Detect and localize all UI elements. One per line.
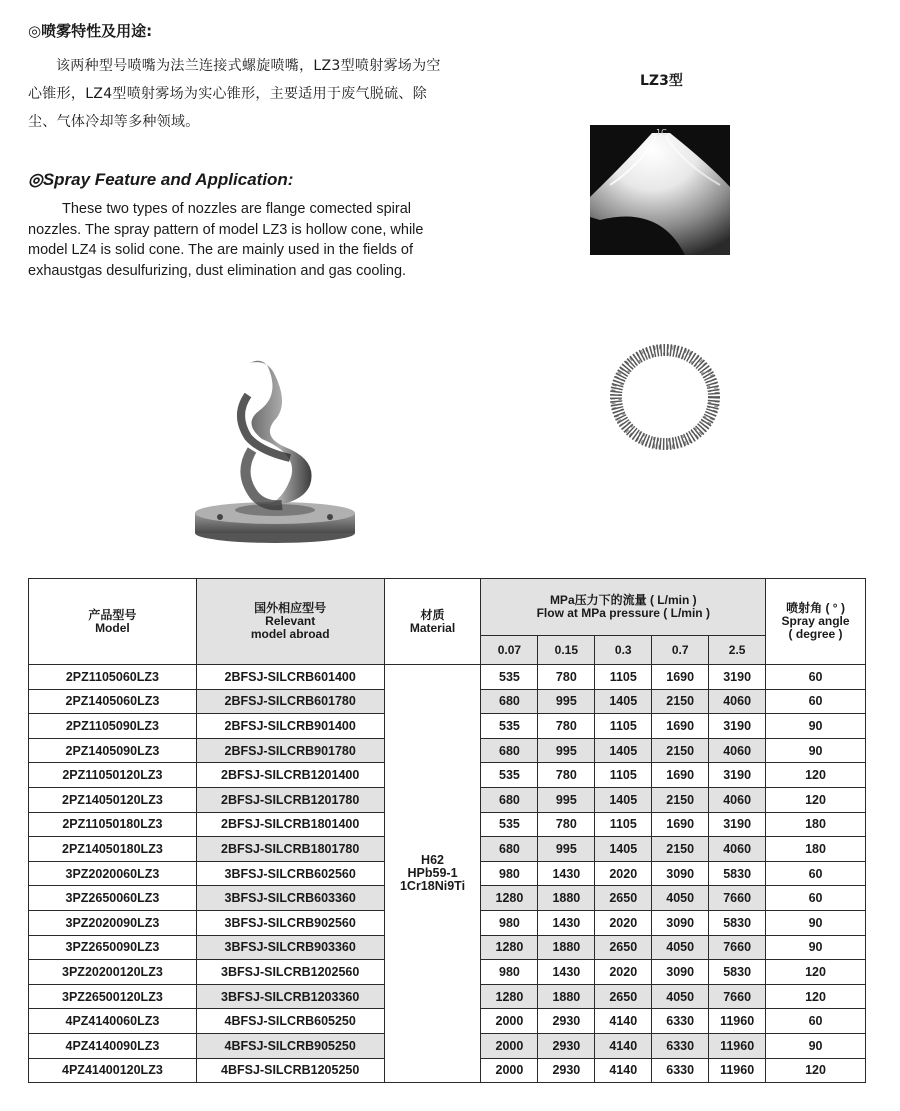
cell-flow: 2930 — [538, 1009, 595, 1034]
cell-abroad-model: 2BFSJ-SILCRB601780 — [196, 689, 384, 714]
cell-flow: 2020 — [595, 861, 652, 886]
cell-flow: 7660 — [709, 984, 766, 1009]
cell-model: 2PZ11050180LZ3 — [29, 812, 197, 837]
cell-model: 2PZ1405090LZ3 — [29, 738, 197, 763]
cell-model: 3PZ2020090LZ3 — [29, 910, 197, 935]
cell-spray-angle: 120 — [766, 984, 866, 1009]
cell-abroad-model: 3BFSJ-SILCRB902560 — [196, 910, 384, 935]
cell-flow: 1280 — [481, 984, 538, 1009]
cell-flow: 1880 — [538, 935, 595, 960]
cell-flow: 980 — [481, 861, 538, 886]
cell-flow: 1280 — [481, 886, 538, 911]
cell-flow: 3090 — [652, 960, 709, 985]
cell-flow: 5830 — [709, 960, 766, 985]
cell-flow: 3190 — [709, 665, 766, 690]
cell-spray-angle: 90 — [766, 714, 866, 739]
header-pressure: 0.07 — [481, 636, 538, 665]
cell-flow: 2650 — [595, 935, 652, 960]
cell-flow: 980 — [481, 910, 538, 935]
cell-flow: 1405 — [595, 689, 652, 714]
cell-flow: 1690 — [652, 812, 709, 837]
cell-flow: 780 — [538, 812, 595, 837]
cell-flow: 1690 — [652, 714, 709, 739]
cell-abroad-model: 3BFSJ-SILCRB903360 — [196, 935, 384, 960]
cell-flow: 11960 — [709, 1009, 766, 1034]
cell-flow: 2020 — [595, 910, 652, 935]
cell-flow: 535 — [481, 665, 538, 690]
cell-model: 2PZ14050180LZ3 — [29, 837, 197, 862]
header-material: 材质 Material — [384, 579, 481, 665]
cell-flow: 1430 — [538, 861, 595, 886]
en-section-heading: ◎Spray Feature and Application: — [28, 170, 294, 189]
cell-model: 3PZ2020060LZ3 — [29, 861, 197, 886]
cell-flow: 1690 — [652, 763, 709, 788]
cell-flow: 1430 — [538, 910, 595, 935]
cell-flow: 3190 — [709, 714, 766, 739]
cell-model: 3PZ26500120LZ3 — [29, 984, 197, 1009]
cell-abroad-model: 2BFSJ-SILCRB601400 — [196, 665, 384, 690]
cell-flow: 5830 — [709, 910, 766, 935]
cell-flow: 7660 — [709, 886, 766, 911]
cell-flow: 4140 — [595, 1058, 652, 1083]
cell-flow: 1105 — [595, 714, 652, 739]
cell-flow: 1105 — [595, 665, 652, 690]
cell-abroad-model: 2BFSJ-SILCRB901400 — [196, 714, 384, 739]
cell-spray-angle: 180 — [766, 812, 866, 837]
cell-flow: 1105 — [595, 812, 652, 837]
cell-abroad-model: 2BFSJ-SILCRB901780 — [196, 738, 384, 763]
cell-flow: 4060 — [709, 837, 766, 862]
cell-flow: 1280 — [481, 935, 538, 960]
cell-flow: 995 — [538, 837, 595, 862]
cell-abroad-model: 2BFSJ-SILCRB1801400 — [196, 812, 384, 837]
cell-flow: 3190 — [709, 812, 766, 837]
cell-flow: 2650 — [595, 984, 652, 1009]
cell-spray-angle: 120 — [766, 960, 866, 985]
header-pressure: 0.7 — [652, 636, 709, 665]
cell-abroad-model: 3BFSJ-SILCRB603360 — [196, 886, 384, 911]
header-abroad-model: 国外相应型号 Relevant model abroad — [196, 579, 384, 665]
cell-spray-angle: 180 — [766, 837, 866, 862]
cell-abroad-model: 4BFSJ-SILCRB905250 — [196, 1033, 384, 1058]
cell-model: 2PZ11050120LZ3 — [29, 763, 197, 788]
spray-ring-pattern — [605, 340, 725, 455]
cell-model: 4PZ4140060LZ3 — [29, 1009, 197, 1034]
header-pressure: 2.5 — [709, 636, 766, 665]
cell-flow: 995 — [538, 689, 595, 714]
header-pressure: 0.15 — [538, 636, 595, 665]
cell-flow: 780 — [538, 714, 595, 739]
cell-flow: 6330 — [652, 1033, 709, 1058]
header-pressure: 0.3 — [595, 636, 652, 665]
cell-model: 3PZ20200120LZ3 — [29, 960, 197, 985]
cell-model: 3PZ2650090LZ3 — [29, 935, 197, 960]
cell-abroad-model: 3BFSJ-SILCRB1202560 — [196, 960, 384, 985]
cell-spray-angle: 60 — [766, 689, 866, 714]
cell-flow: 6330 — [652, 1009, 709, 1034]
cell-flow: 4140 — [595, 1009, 652, 1034]
cell-flow: 4060 — [709, 738, 766, 763]
cell-flow: 980 — [481, 960, 538, 985]
cell-spray-angle: 90 — [766, 1033, 866, 1058]
cell-flow: 2000 — [481, 1009, 538, 1034]
cell-abroad-model: 3BFSJ-SILCRB602560 — [196, 861, 384, 886]
cell-flow: 2150 — [652, 738, 709, 763]
cell-model: 4PZ4140090LZ3 — [29, 1033, 197, 1058]
cell-flow: 780 — [538, 665, 595, 690]
cell-flow: 4050 — [652, 935, 709, 960]
cell-flow: 2150 — [652, 787, 709, 812]
spiral-nozzle-photo — [190, 355, 360, 545]
nozzle-spec-table — [28, 578, 866, 1083]
cell-model: 2PZ1105060LZ3 — [29, 665, 197, 690]
cell-flow: 680 — [481, 837, 538, 862]
cell-abroad-model: 4BFSJ-SILCRB605250 — [196, 1009, 384, 1034]
cell-model: 2PZ1105090LZ3 — [29, 714, 197, 739]
cn-section-heading: ◎喷雾特性及用途: — [28, 22, 153, 40]
cell-flow: 7660 — [709, 935, 766, 960]
model-caption: LZ3型 — [640, 73, 683, 89]
spray-cone-photo — [590, 125, 730, 255]
cn-description: 该两种型号喷嘴为法兰连接式螺旋喷嘴，LZ3型喷射雾场为空心锥形，LZ4型喷射雾场为实心锥形，主要适用于废气脱硫、除尘、气体冷却等多种领域。 — [28, 58, 441, 130]
cell-flow: 1105 — [595, 763, 652, 788]
cell-flow: 535 — [481, 763, 538, 788]
cell-flow: 680 — [481, 787, 538, 812]
cell-spray-angle: 120 — [766, 787, 866, 812]
cell-flow: 3190 — [709, 763, 766, 788]
header-flow: MPa压力下的流量 ( L/min ) Flow at MPa pressure ( L/min ) — [481, 579, 766, 636]
cell-model: 4PZ41400120LZ3 — [29, 1058, 197, 1083]
cell-flow: 1405 — [595, 738, 652, 763]
cell-flow: 1405 — [595, 787, 652, 812]
cell-flow: 1405 — [595, 837, 652, 862]
cell-abroad-model: 2BFSJ-SILCRB1201400 — [196, 763, 384, 788]
cell-spray-angle: 120 — [766, 763, 866, 788]
cell-flow: 995 — [538, 787, 595, 812]
cell-abroad-model: 3BFSJ-SILCRB1203360 — [196, 984, 384, 1009]
en-description: These two types of nozzles are flange comected spiral nozzles. The spray pattern of model LZ3 is hollow cone, while model LZ4 is solid cone. The are mainly used in the fields of exhaustgas desulfurizing, dust elimination and gas cooling. — [28, 201, 424, 279]
cell-flow: 2000 — [481, 1033, 538, 1058]
cell-model: 2PZ1405060LZ3 — [29, 689, 197, 714]
cell-flow: 2650 — [595, 886, 652, 911]
spray-photo-label: 1C — [656, 128, 667, 137]
cell-spray-angle: 120 — [766, 1058, 866, 1083]
cell-flow: 2000 — [481, 1058, 538, 1083]
header-model: 产品型号 Model — [29, 579, 197, 665]
cell-flow: 3090 — [652, 910, 709, 935]
cell-spray-angle: 90 — [766, 738, 866, 763]
cell-flow: 680 — [481, 689, 538, 714]
cell-flow: 6330 — [652, 1058, 709, 1083]
cell-spray-angle: 60 — [766, 886, 866, 911]
cell-model: 3PZ2650060LZ3 — [29, 886, 197, 911]
cell-abroad-model: 2BFSJ-SILCRB1201780 — [196, 787, 384, 812]
cell-flow: 2020 — [595, 960, 652, 985]
cell-flow: 2150 — [652, 837, 709, 862]
cell-flow: 4060 — [709, 787, 766, 812]
cell-flow: 1880 — [538, 984, 595, 1009]
cell-flow: 5830 — [709, 861, 766, 886]
cell-model: 2PZ14050120LZ3 — [29, 787, 197, 812]
cell-flow: 4050 — [652, 886, 709, 911]
cell-spray-angle: 60 — [766, 665, 866, 690]
header-spray-angle: 喷射角 ( ° ) Spray angle ( degree ) — [766, 579, 866, 665]
cell-flow: 2150 — [652, 689, 709, 714]
cell-flow: 11960 — [709, 1033, 766, 1058]
cell-flow: 2930 — [538, 1033, 595, 1058]
cell-spray-angle: 60 — [766, 861, 866, 886]
cell-abroad-model: 2BFSJ-SILCRB1801780 — [196, 837, 384, 862]
table-row — [29, 665, 866, 690]
cell-material: H62 HPb59-1 1Cr18Ni9Ti — [384, 665, 481, 1083]
cell-flow: 1880 — [538, 886, 595, 911]
cell-flow: 2930 — [538, 1058, 595, 1083]
cell-abroad-model: 4BFSJ-SILCRB1205250 — [196, 1058, 384, 1083]
cell-flow: 1690 — [652, 665, 709, 690]
cell-flow: 4050 — [652, 984, 709, 1009]
cell-spray-angle: 90 — [766, 910, 866, 935]
cell-flow: 3090 — [652, 861, 709, 886]
cell-flow: 535 — [481, 812, 538, 837]
cell-flow: 4060 — [709, 689, 766, 714]
cell-flow: 680 — [481, 738, 538, 763]
cell-spray-angle: 90 — [766, 935, 866, 960]
cell-spray-angle: 60 — [766, 1009, 866, 1034]
cell-flow: 4140 — [595, 1033, 652, 1058]
cell-flow: 780 — [538, 763, 595, 788]
cell-flow: 11960 — [709, 1058, 766, 1083]
cell-flow: 535 — [481, 714, 538, 739]
cell-flow: 995 — [538, 738, 595, 763]
cell-flow: 1430 — [538, 960, 595, 985]
